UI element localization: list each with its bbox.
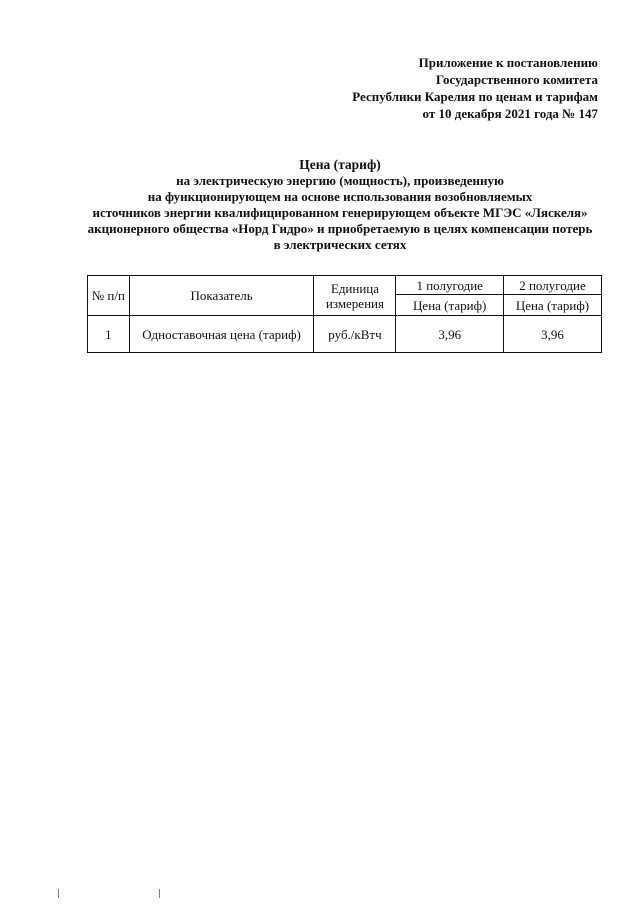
header-half2: 2 полугодие <box>503 276 601 295</box>
appendix-line: от 10 декабря 2021 года № 147 <box>422 106 598 121</box>
title-line: на электрическую энергию (мощность), произведенную <box>176 173 504 188</box>
title-line: в электрических сетях <box>273 237 407 252</box>
header-half1: 1 полугодие <box>396 276 504 295</box>
header-unit: Единица измерения <box>314 276 396 316</box>
appendix-header <box>352 54 598 122</box>
title-line: акционерного общества «Норд Гидро» и приобретаемую в целях компенсации потерь <box>87 221 593 236</box>
table-row <box>88 316 602 353</box>
title-line: на функционирующем на основе использования возобновляемых <box>147 189 533 204</box>
cell-half2: 3,96 <box>503 316 601 353</box>
appendix-line: Приложение к постановлению <box>418 55 598 70</box>
scan-artifact-mark: | <box>57 889 61 899</box>
title-main: Цена (тариф) <box>299 157 381 172</box>
document-title <box>70 157 610 253</box>
header-num: № п/п <box>88 276 130 316</box>
tariff-table <box>87 275 602 353</box>
cell-indicator: Одноставочная цена (тариф) <box>129 316 314 353</box>
appendix-line: Государственного комитета <box>435 72 598 87</box>
header-price2: Цена (тариф) <box>503 295 601 316</box>
scan-artifact-mark: | <box>158 889 162 899</box>
table-header-row <box>88 276 602 295</box>
appendix-line: Республики Карелия по ценам и тарифам <box>352 89 598 104</box>
cell-num: 1 <box>88 316 130 353</box>
cell-unit: руб./кВтч <box>314 316 396 353</box>
title-line: источников энергии квалифицированном генерирующем объекте МГЭС «Ляскеля» <box>92 205 588 220</box>
header-price1: Цена (тариф) <box>396 295 504 316</box>
cell-half1: 3,96 <box>396 316 504 353</box>
header-indicator: Показатель <box>129 276 314 316</box>
